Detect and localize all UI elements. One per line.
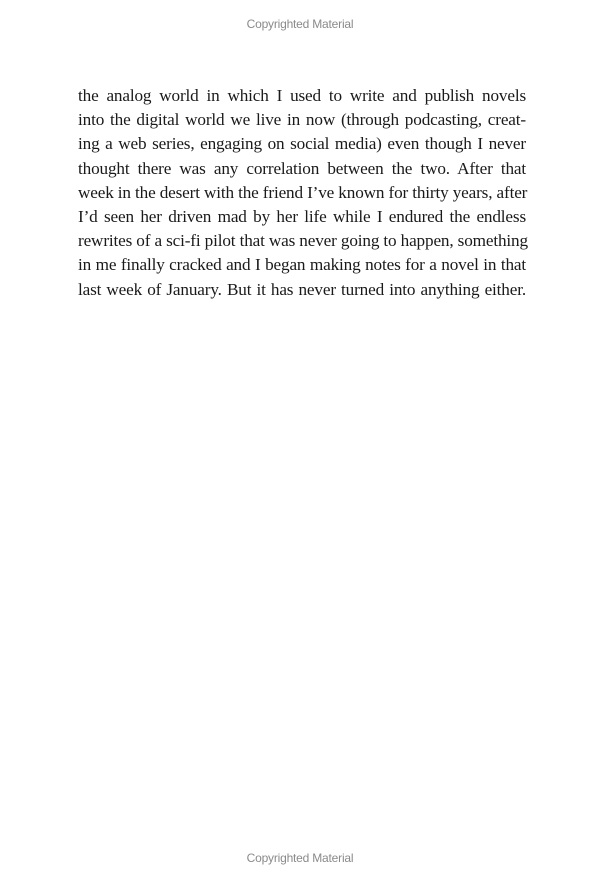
body-line: rewrites of a sci-fi pilot that was never going to happen, something xyxy=(78,231,528,251)
body-line: week in the desert with the friend I’ve known for thirty years, after xyxy=(78,182,528,202)
body-line: ing a web series, engaging on social media) even though I never xyxy=(78,134,526,154)
copyright-watermark-bottom: Copyrighted Material xyxy=(246,851,354,865)
body-line: in me finally cracked and I began making notes for a novel in that xyxy=(78,255,526,275)
page-body-text xyxy=(78,84,526,302)
body-line: the analog world in which I used to write and publish novels xyxy=(78,86,526,105)
copyright-watermark-top: Copyrighted Material xyxy=(246,17,354,31)
body-line: into the digital world we live in now (through podcasting, creat- xyxy=(78,110,526,130)
body-line: last week of January. But it has never turned into anything either. xyxy=(78,279,526,299)
body-line: thought there was any correlation between the two. After that xyxy=(78,158,526,178)
body-line: I’d seen her driven mad by her life while I endured the endless xyxy=(78,206,526,226)
